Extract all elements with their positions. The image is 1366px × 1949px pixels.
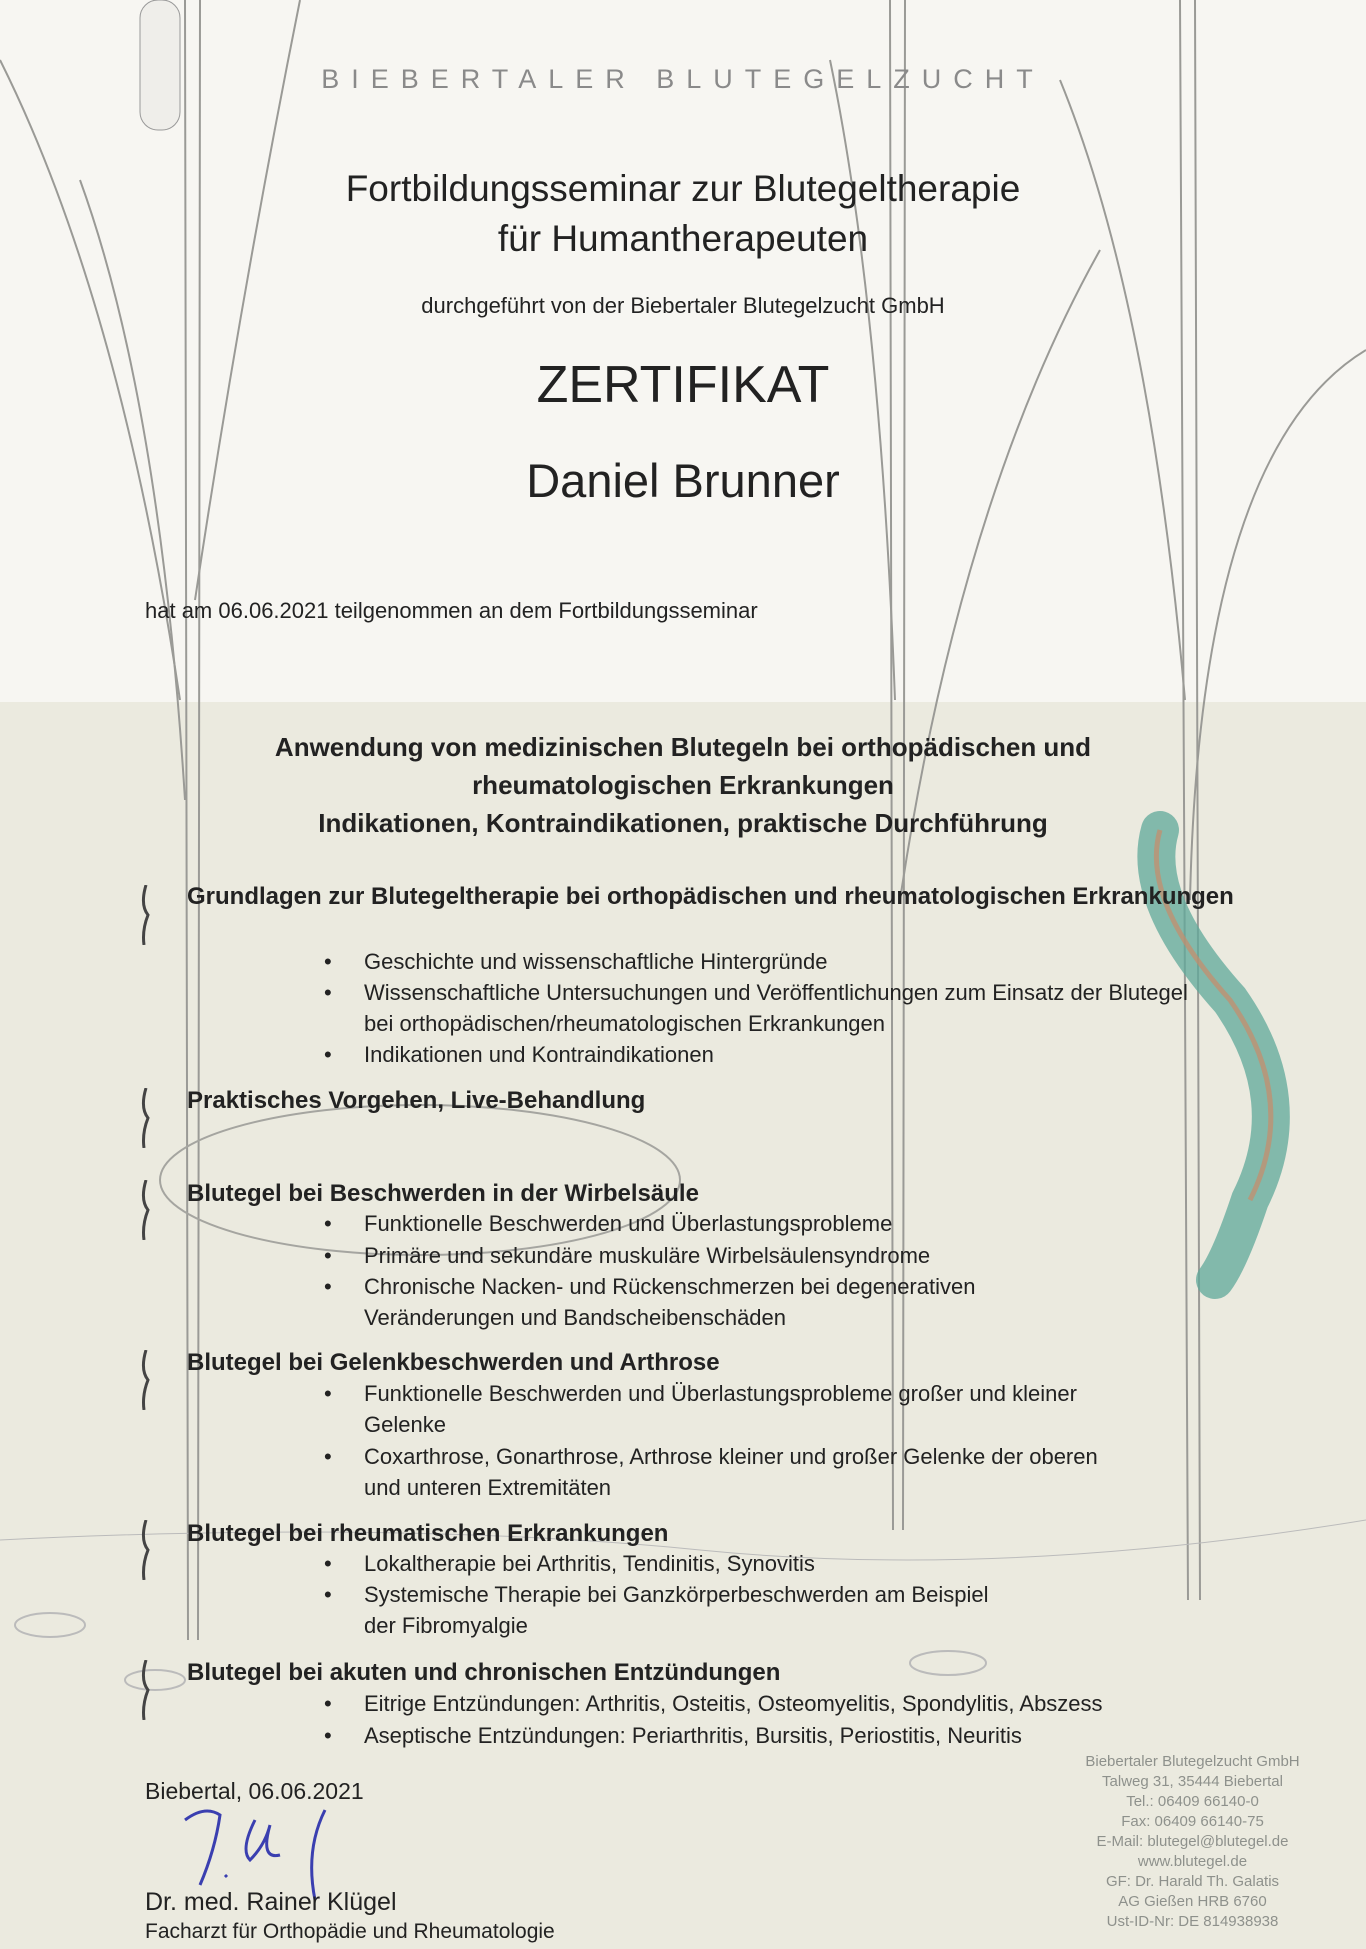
seminar-title-line2: rheumatologischen Erkrankungen xyxy=(472,770,894,800)
seminar-title-line1: Anwendung von medizinischen Blutegeln bei orthopädischen und xyxy=(274,732,1092,762)
signer-name: Dr. med. Rainer Klügel xyxy=(145,1888,397,1916)
place-date: Biebertal, 06.06.2021 xyxy=(145,1778,364,1804)
organizer-line: durchgeführt von der Biebertaler Blutegelzucht GmbH xyxy=(421,293,945,318)
bullet-item: • Funktionelle Beschwerden und Überlastungsprobleme großer und kleiner Gelenke xyxy=(364,1378,1134,1440)
bullet-item: • Systemische Therapie bei Ganzkörperbeschwerden am Beispiel der Fibromyalgie xyxy=(364,1579,1004,1641)
address-line: Biebertaler Blutegelzucht GmbH xyxy=(1085,1753,1300,1770)
participant-name: Daniel Brunner xyxy=(526,454,840,507)
bullet-item: • Aseptische Entzündungen: Periarthritis, Bursitis, Periostitis, Neuritis xyxy=(364,1720,1264,1751)
vat-id: Ust-ID-Nr: DE 814938938 xyxy=(1106,1913,1279,1930)
phone: Tel.: 06409 66140-0 xyxy=(1126,1793,1259,1810)
leech-bullet-icon xyxy=(138,1660,152,1720)
leech-bullet-icon xyxy=(138,1350,152,1410)
section-title: Blutegel bei akuten und chronischen Entzündungen xyxy=(187,1659,781,1686)
leech-bullet-icon xyxy=(138,1520,152,1580)
registry: AG Gießen HRB 6760 xyxy=(1118,1893,1267,1910)
bullet-item: • Indikationen und Kontraindikationen xyxy=(364,1039,1264,1070)
leech-bullet-icon xyxy=(138,885,152,945)
section-title: Blutegel bei Gelenkbeschwerden und Arthrose xyxy=(187,1349,720,1376)
leech-bullet-icon xyxy=(138,1180,152,1240)
bullet-item: • Chronische Nacken- und Rückenschmerzen bei degenerativen Veränderungen und Bandscheibenschäden xyxy=(364,1271,1124,1333)
bullet-item: • Eitrige Entzündungen: Arthritis, Osteitis, Osteomyelitis, Spondylitis, Abszess xyxy=(364,1688,1264,1719)
seminar-heading-line1: Fortbildungsseminar zur Blutegeltherapie xyxy=(345,168,1021,209)
email: E-Mail: blutegel@blutegel.de xyxy=(1096,1833,1289,1850)
website: www.blutegel.de xyxy=(1137,1853,1248,1870)
address-line: Talweg 31, 35444 Biebertal xyxy=(1102,1773,1283,1790)
leech-bullet-icon xyxy=(138,1088,152,1148)
section-title: Blutegel bei rheumatischen Erkrankungen xyxy=(187,1520,669,1547)
brand-header: BIEBERTALER BLUTEGELZUCHT xyxy=(321,64,1045,94)
bullet-item: • Primäre und sekundäre muskuläre Wirbelsäulensyndrome xyxy=(364,1240,1264,1271)
managing-director: GF: Dr. Harald Th. Galatis xyxy=(1105,1873,1280,1890)
seminar-title-line3: Indikationen, Kontraindikationen, praktische Durchführung xyxy=(318,808,1048,838)
certificate-title: ZERTIFIKAT xyxy=(536,356,830,414)
bullet-item: • Geschichte und wissenschaftliche Hintergründe xyxy=(364,946,1264,977)
seminar-heading-line2: für Humantherapeuten xyxy=(497,218,869,259)
section-title: Blutegel bei Beschwerden in der Wirbelsäule xyxy=(187,1180,699,1207)
company-address-block xyxy=(1060,1752,1325,1932)
signer-title: Facharzt für Orthopädie und Rheumatologie xyxy=(145,1920,555,1943)
bullet-item: • Coxarthrose, Gonarthrose, Arthrose kleiner und großer Gelenke der oberen und unteren Extremitäten xyxy=(364,1441,1124,1503)
section-title: Grundlagen zur Blutegeltherapie bei orthopädischen und rheumatologischen Erkrankungen xyxy=(187,883,1234,910)
bullet-item: • Funktionelle Beschwerden und Überlastungsprobleme xyxy=(364,1208,1264,1239)
fax: Fax: 06409 66140-75 xyxy=(1121,1813,1264,1830)
participation-statement: hat am 06.06.2021 teilgenommen an dem Fortbildungsseminar xyxy=(145,598,758,623)
bullet-item: • Wissenschaftliche Untersuchungen und Veröffentlichungen zum Einsatz der Blutegel bei orthopädischen/rheumatologischen Erkrankungen xyxy=(364,977,1194,1039)
bullet-item: • Lokaltherapie bei Arthritis, Tendinitis, Synovitis xyxy=(364,1548,1264,1579)
section-title: Praktisches Vorgehen, Live-Behandlung xyxy=(187,1087,646,1114)
